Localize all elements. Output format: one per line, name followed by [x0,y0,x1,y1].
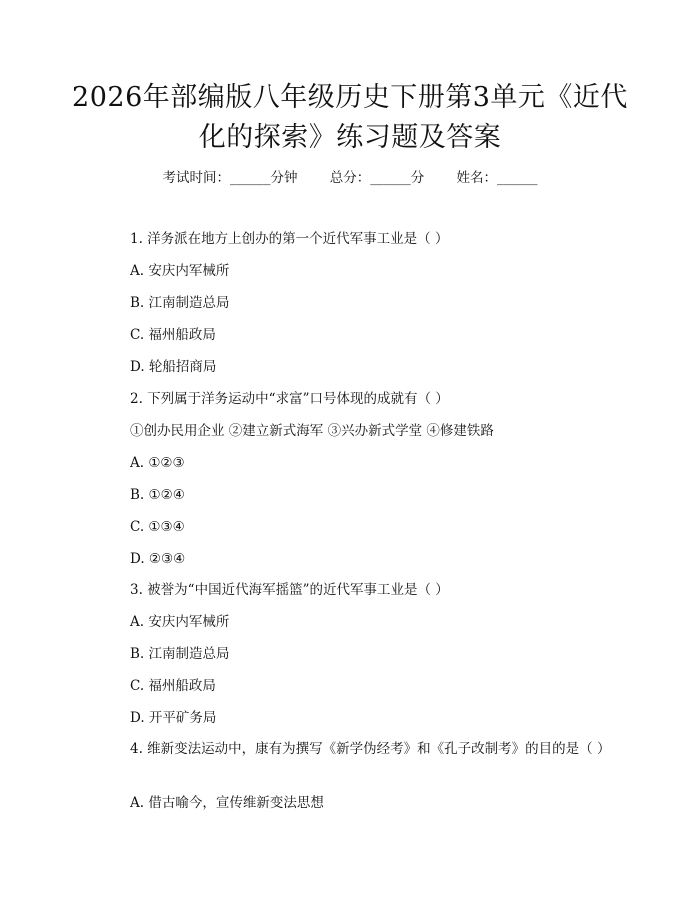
question-2-option-b: B. ①②④ [130,487,185,503]
exam-time-label: 考试时间： [162,170,230,186]
question-3-option-a: A. 安庆内军械所 [130,614,230,630]
question-2-option-d: D. ②③④ [130,551,186,567]
question-1-option-c: C. 福州船政局 [130,327,216,343]
question-3-option-b: B. 江南制造总局 [130,646,230,662]
total-score-field [330,168,425,188]
question-1-option-a: A. 安庆内军械所 [130,263,230,279]
exam-time-unit: 分钟 [270,170,298,186]
question-3-option-d: D. 开平矿务局 [130,710,217,726]
question-4-stem: 4. 维新变法运动中，康有为撰写《新学伪经考》和《孔子改制考》的目的是（ ） [130,741,611,757]
exam-time-field [162,168,297,188]
document-title: 2026年部编版八年级历史下册第3单元《近代化的探索》练习题及答案 [72,82,628,153]
question-1-stem: 1. 洋务派在地方上创办的第一个近代军事工业是（ ） [130,231,449,247]
student-name-label: 姓名： [456,170,498,186]
question-2-option-c: C. ①③④ [130,519,185,535]
question-2-stem: 2. 下列属于洋务运动中“求富”口号体现的成就有（ ） [130,391,449,407]
question-2-option-a: A. ①②③ [130,455,185,471]
exam-info-line [0,168,700,188]
student-name-field [457,168,538,188]
total-score-label: 总分： [329,170,371,186]
question-4-option-a: A. 借古喻今，宣传维新变法思想 [130,795,324,811]
question-1-option-d: D. 轮船招商局 [130,359,217,375]
exam-time-blank: ______ [229,170,271,186]
question-1-option-b: B. 江南制造总局 [130,295,230,311]
question-2-note: ①创办民用企业 ②建立新式海军 ③兴办新式学堂 ④修建铁路 [130,423,494,439]
question-3-stem: 3. 被誉为“中国近代海军摇篮”的近代军事工业是（ ） [130,582,449,598]
total-score-blank: ______ [370,170,411,186]
student-name-blank: ______ [497,170,538,186]
question-3-option-c: C. 福州船政局 [130,678,216,694]
total-score-unit: 分 [410,170,425,186]
